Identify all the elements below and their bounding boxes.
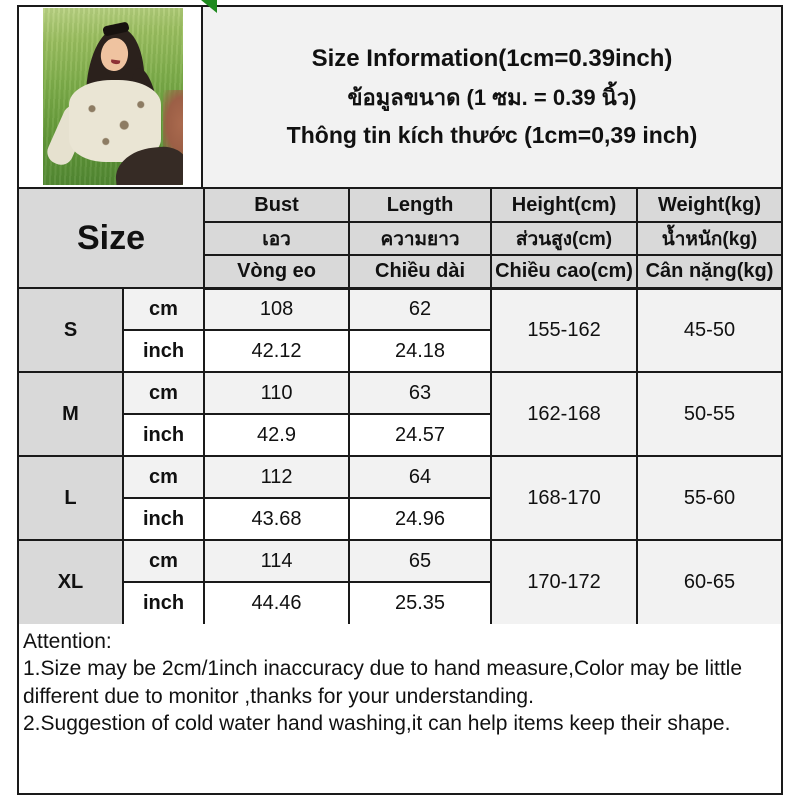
title-vietnamese: Thông tin kích thước (1cm=0,39 inch) xyxy=(286,122,698,148)
size-xl-label: XL xyxy=(19,540,123,624)
title-block xyxy=(203,7,781,187)
unit-cm-label: cm xyxy=(123,288,204,330)
green-corner-marker-icon xyxy=(201,0,217,13)
l-weight-range: 55-60 xyxy=(637,456,781,540)
s-bust-inch: 42.12 xyxy=(204,330,349,372)
unit-cm-label: cm xyxy=(123,456,204,498)
photo-cell xyxy=(19,7,203,187)
unit-cm-label: cm xyxy=(123,372,204,414)
xl-height-range: 170-172 xyxy=(491,540,637,624)
header-bust-en: Bust xyxy=(204,189,349,222)
size-m-label: M xyxy=(19,372,123,456)
m-height-range: 162-168 xyxy=(491,372,637,456)
header-height-vi: Chiều cao(cm) xyxy=(491,255,637,288)
unit-inch-label: inch xyxy=(123,330,204,372)
size-chart-frame xyxy=(17,5,783,795)
s-length-cm: 62 xyxy=(349,288,491,330)
s-length-inch: 24.18 xyxy=(349,330,491,372)
size-table xyxy=(19,189,781,624)
m-length-inch: 24.57 xyxy=(349,414,491,456)
header-length-th: ความยาว xyxy=(349,222,491,255)
xl-length-inch: 25.35 xyxy=(349,582,491,624)
title-thai: ข้อมูลขนาด (1 ซม. = 0.39 นิ้ว) xyxy=(347,85,637,110)
header-length-en: Length xyxy=(349,189,491,222)
s-weight-range: 45-50 xyxy=(637,288,781,372)
model-photo xyxy=(43,8,183,185)
header-weight-vi: Cân nặng(kg) xyxy=(637,255,781,288)
table-row xyxy=(19,288,781,330)
unit-cm-label: cm xyxy=(123,540,204,582)
unit-inch-label: inch xyxy=(123,582,204,624)
size-l-label: L xyxy=(19,456,123,540)
attention-note-1: 1.Size may be 2cm/1inch inaccuracy due to hand measure,Color may be little different due to monitor ,thanks for your understanding. xyxy=(23,657,743,708)
top-section xyxy=(19,7,781,189)
l-bust-cm: 112 xyxy=(204,456,349,498)
header-height-en: Height(cm) xyxy=(491,189,637,222)
m-bust-inch: 42.9 xyxy=(204,414,349,456)
unit-inch-label: inch xyxy=(123,498,204,540)
size-s-label: S xyxy=(19,288,123,372)
l-length-inch: 24.96 xyxy=(349,498,491,540)
xl-bust-cm: 114 xyxy=(204,540,349,582)
attention-heading: Attention: xyxy=(23,630,112,653)
xl-length-cm: 65 xyxy=(349,540,491,582)
table-row xyxy=(19,372,781,414)
l-length-cm: 64 xyxy=(349,456,491,498)
table-row xyxy=(19,456,781,498)
unit-inch-label: inch xyxy=(123,414,204,456)
xl-bust-inch: 44.46 xyxy=(204,582,349,624)
header-row-english xyxy=(19,189,781,222)
attention-note-2: 2.Suggestion of cold water hand washing,it can help items keep their shape. xyxy=(23,711,731,735)
header-height-th: ส่วนสูง(cm) xyxy=(491,222,637,255)
m-length-cm: 63 xyxy=(349,372,491,414)
m-weight-range: 50-55 xyxy=(637,372,781,456)
header-length-vi: Chiều dài xyxy=(349,255,491,288)
title-english: Size Information(1cm=0.39inch) xyxy=(311,45,673,72)
m-bust-cm: 110 xyxy=(204,372,349,414)
s-bust-cm: 108 xyxy=(204,288,349,330)
s-height-range: 155-162 xyxy=(491,288,637,372)
size-corner-label: Size xyxy=(19,189,204,288)
xl-weight-range: 60-65 xyxy=(637,540,781,624)
header-weight-th: น้ำหนัก(kg) xyxy=(637,222,781,255)
l-height-range: 168-170 xyxy=(491,456,637,540)
attention-section xyxy=(19,624,781,793)
header-bust-th: เอว xyxy=(204,222,349,255)
l-bust-inch: 43.68 xyxy=(204,498,349,540)
header-bust-vi: Vòng eo xyxy=(204,255,349,288)
header-weight-en: Weight(kg) xyxy=(637,189,781,222)
table-row xyxy=(19,540,781,582)
